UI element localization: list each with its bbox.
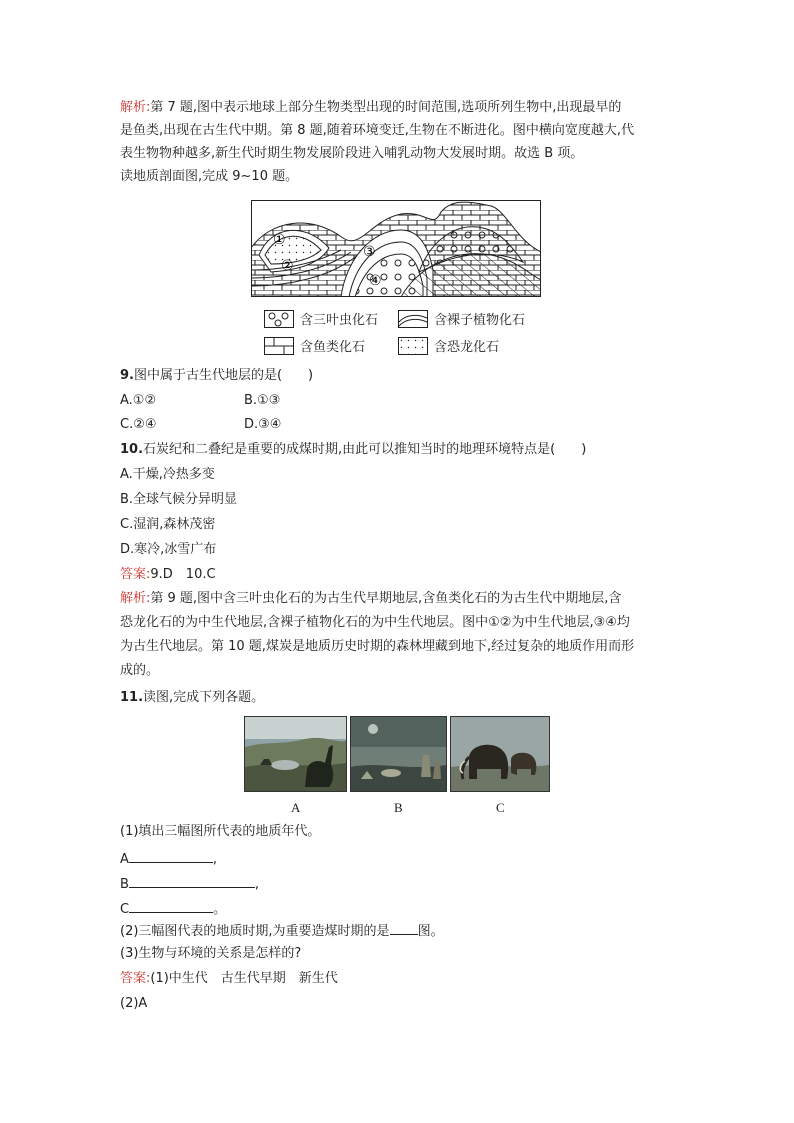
q11-sub2: (2)三幅图代表的地质时期,为重要造煤时期的是 图。: [120, 920, 444, 942]
dinosaur-scene-icon: [245, 717, 346, 791]
label-2: ②: [281, 258, 294, 274]
answer-11-line1: 答案:(1)中生代 古生代早期 新生代: [120, 971, 338, 986]
explanation-9-10-line4: 成的。: [120, 663, 160, 678]
explanation-7-8-line3: 表生物物种越多,新生代时期生物发展阶段进入哺乳动物大发展时期。故选 B 项。: [120, 146, 584, 161]
answer-11-line2: (2)A: [120, 996, 148, 1011]
label-1: ①: [273, 232, 286, 248]
legend-dinosaur: 含恐龙化石: [398, 336, 499, 355]
blank-b-input[interactable]: [129, 873, 255, 888]
explanation-9-10-line3: 为古生代地层。第 10 题,煤炭是地质历史时期的森林埋藏到地下,经过复杂的地质作用而形: [120, 639, 635, 654]
photo-label-a: A: [291, 800, 301, 815]
explanation-label: 解析:: [120, 100, 151, 115]
gymnosperm-swatch-icon: [398, 310, 428, 328]
q9-option-b[interactable]: B.①③: [244, 393, 281, 408]
dinosaur-swatch-icon: [398, 337, 428, 355]
legend-fish: 含鱼类化石: [264, 336, 365, 355]
legend-trilobite: 含三叶虫化石: [264, 309, 378, 328]
photo-c-mammoths: [450, 716, 550, 792]
explanation-9-10-line1: 解析:第 9 题,图中含三叶虫化石的为古生代早期地层,含鱼类化石的为古生代中期地层,含: [120, 591, 622, 606]
intro-9-10: 读地质剖面图,完成 9~10 题。: [120, 169, 299, 184]
q10-option-d[interactable]: D.寒冷,冰雪广布: [120, 542, 217, 557]
blank-coal-input[interactable]: [390, 920, 418, 935]
legend-gymnosperm: 含裸子植物化石: [398, 309, 525, 328]
label-4: ④: [369, 273, 382, 289]
photo-b-sea-life: [350, 716, 447, 792]
question-10: 10.石炭纪和二叠纪是重要的成煤时期,由此可以推知当时的地理环境特点是( ): [120, 442, 587, 457]
photo-label-c: C: [496, 800, 505, 815]
explanation-7-8-line2: 是鱼类,出现在古生代中期。第 8 题,随着环境变迁,生物在不断进化。图中横向宽度越大,代: [120, 123, 635, 138]
answer-9-10: 答案:9.D 10.C: [120, 567, 216, 582]
question-11: 11.读图,完成下列各题。: [120, 690, 265, 705]
q11-fill-a: A ,: [120, 848, 217, 870]
q11-fill-c: C 。: [120, 898, 226, 920]
q11-sub1: (1)填出三幅图所代表的地质年代。: [120, 824, 321, 839]
q10-option-c[interactable]: C.湿润,森林茂密: [120, 517, 216, 532]
q11-fill-b: B ,: [120, 873, 259, 895]
question-9: 9.图中属于古生代地层的是( ): [120, 368, 314, 383]
photo-label-b: B: [394, 800, 403, 815]
q11-sub3: (3)生物与环境的关系是怎样的?: [120, 946, 302, 961]
q9-option-d[interactable]: D.③④: [244, 417, 282, 432]
explanation-7-8-line1: 解析:第 7 题,图中表示地球上部分生物类型出现的时间范围,选项所列生物中,出现最早的: [120, 100, 622, 115]
q10-option-a[interactable]: A.干燥,冷热多变: [120, 467, 215, 482]
blank-a-input[interactable]: [129, 848, 213, 863]
blank-c-input[interactable]: [129, 898, 213, 913]
sea-scene-icon: [351, 717, 446, 791]
q10-option-b[interactable]: B.全球气候分异明显: [120, 492, 238, 507]
fish-swatch-icon: [264, 337, 294, 355]
cross-section-svg: [251, 200, 541, 297]
geology-cross-section-figure: [251, 200, 541, 297]
q9-option-a[interactable]: A.①②: [120, 393, 157, 408]
mammoth-scene-icon: [451, 717, 549, 791]
label-3: ③: [363, 244, 376, 260]
photo-a-dinosaur: [244, 716, 347, 792]
q9-option-c[interactable]: C.②④: [120, 417, 157, 432]
explanation-9-10-line2: 恐龙化石的为中生代地层,含裸子植物化石的为中生代地层。图中①②为中生代地层,③④均: [120, 615, 630, 630]
trilobite-swatch-icon: [264, 310, 294, 328]
